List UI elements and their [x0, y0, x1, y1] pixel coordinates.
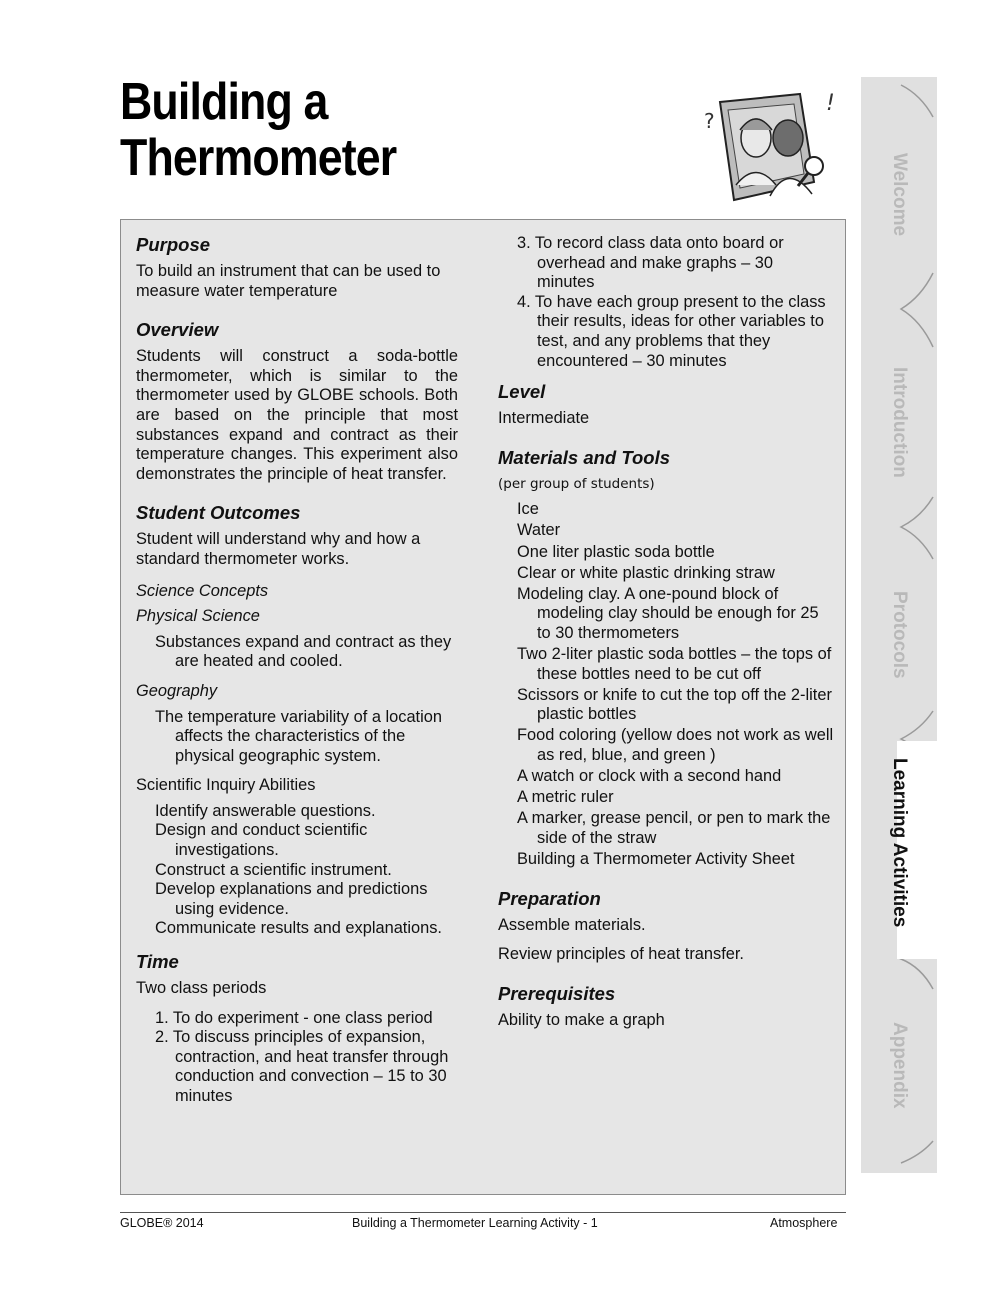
- overview-heading: Overview: [136, 319, 219, 341]
- preparation-item: Review principles of heat transfer.: [498, 945, 744, 964]
- list-item: 3. To record class data onto board or overhead and make graphs – 30 minutes: [517, 234, 784, 292]
- preparation-heading: Preparation: [498, 887, 601, 909]
- science-concepts-label: Science Concepts: [136, 581, 269, 600]
- footer-right: Atmosphere: [770, 1216, 838, 1230]
- list-item: Water: [517, 521, 561, 540]
- tab-welcome[interactable]: Welcome: [889, 153, 910, 237]
- list-item: Identify answerable questions.: [155, 801, 376, 820]
- prerequisites-text: Ability to make a graph: [498, 1010, 665, 1029]
- purpose-text: To build an instrument that can be used to measure water temperature: [136, 262, 441, 300]
- list-item: Food coloring (yellow does not work as well as red, blue, and green ): [517, 726, 834, 764]
- list-item: A watch or clock with a second hand: [517, 767, 782, 786]
- overview-text: Students will construct a soda-bottle thermometer, which is similar to the thermometer used by GLOBE schools. Both are based on the principle that most substances expand and contract as their temperature changes. This experiment also demonstrates the principle of heat transfer.: [136, 347, 458, 483]
- list-item: A marker, grease pencil, or pen to mark the side of the straw: [517, 809, 831, 847]
- list-item: Modeling clay. A one-pound block of modeling clay should be enough for 25 to 30 thermometers: [517, 584, 819, 642]
- list-item: One liter plastic soda bottle: [517, 542, 715, 561]
- materials-heading: Materials and Tools: [498, 446, 671, 468]
- list-item: Scissors or knife to cut the top off the 2-liter plastic bottles: [517, 685, 832, 724]
- student-outcomes-heading: Student Outcomes: [136, 502, 301, 524]
- list-item: 4. To have each group present to the class their results, ideas for other variables to test, and any problems that they encountered – 30 minutes: [517, 292, 826, 370]
- list-item: Communicate results and explanations.: [155, 919, 442, 938]
- tab-protocols[interactable]: Protocols: [889, 591, 910, 679]
- page-title: [120, 74, 447, 186]
- materials-note: (per group of students): [498, 475, 655, 492]
- footer-center: Building a Thermometer Learning Activity - 1: [352, 1216, 598, 1230]
- right-column: [498, 234, 834, 1030]
- list-item: 1. To do experiment - one class period: [155, 1008, 433, 1027]
- level-heading: Level: [498, 381, 546, 403]
- list-item: Clear or white plastic drinking straw: [517, 563, 775, 582]
- svg-text:!: !: [826, 91, 835, 116]
- activity-summary-panel: [120, 219, 846, 1195]
- prerequisites-heading: Prerequisites: [498, 982, 616, 1004]
- time-heading: Time: [136, 951, 179, 973]
- list-item: Design and conduct scientific investigations.: [155, 821, 368, 860]
- list-item: Ice: [517, 500, 539, 519]
- tab-appendix[interactable]: Appendix: [889, 1021, 910, 1109]
- list-item: 2. To discuss principles of expansion, contraction, and heat transfer through conduction and convection – 15 to 30 minutes: [155, 1028, 449, 1105]
- title-line-1: Building a: [120, 73, 328, 131]
- title-line-2: Thermometer: [120, 129, 397, 187]
- list-item: Construct a scientific instrument.: [155, 860, 392, 879]
- physical-science-item: Substances expand and contract as they are heated and cooled.: [155, 632, 452, 671]
- list-item: Develop explanations and predictions using evidence.: [155, 880, 428, 918]
- student-outcomes-text: Student will understand why and how a standard thermometer works.: [136, 530, 421, 568]
- section-tabs: [861, 77, 937, 1173]
- time-text: Two class periods: [136, 979, 267, 998]
- physical-science-label: Physical Science: [136, 607, 260, 626]
- level-text: Intermediate: [498, 409, 590, 428]
- inquiry-abilities-label: Scientific Inquiry Abilities: [136, 776, 316, 795]
- geography-label: Geography: [136, 681, 218, 700]
- list-item: Two 2-liter plastic soda bottles – the tops of these bottles need to be cut off: [517, 645, 832, 683]
- list-item: A metric ruler: [517, 788, 614, 807]
- geography-item: The temperature variability of a location affects the characteristics of the physical geographic system.: [155, 707, 442, 765]
- tab-learning-activities[interactable]: Learning Activities: [889, 758, 910, 928]
- list-item: Building a Thermometer Activity Sheet: [517, 849, 795, 868]
- left-column: [136, 234, 458, 1107]
- footer-left: GLOBE® 2014: [120, 1216, 204, 1230]
- footer-divider: [120, 1212, 846, 1213]
- purpose-heading: Purpose: [136, 234, 211, 255]
- svg-text:?: ?: [704, 109, 715, 133]
- preparation-item: Assemble materials.: [498, 915, 646, 934]
- students-with-magnifying-glass-illustration: [700, 90, 840, 210]
- tab-introduction[interactable]: Introduction: [889, 366, 910, 478]
